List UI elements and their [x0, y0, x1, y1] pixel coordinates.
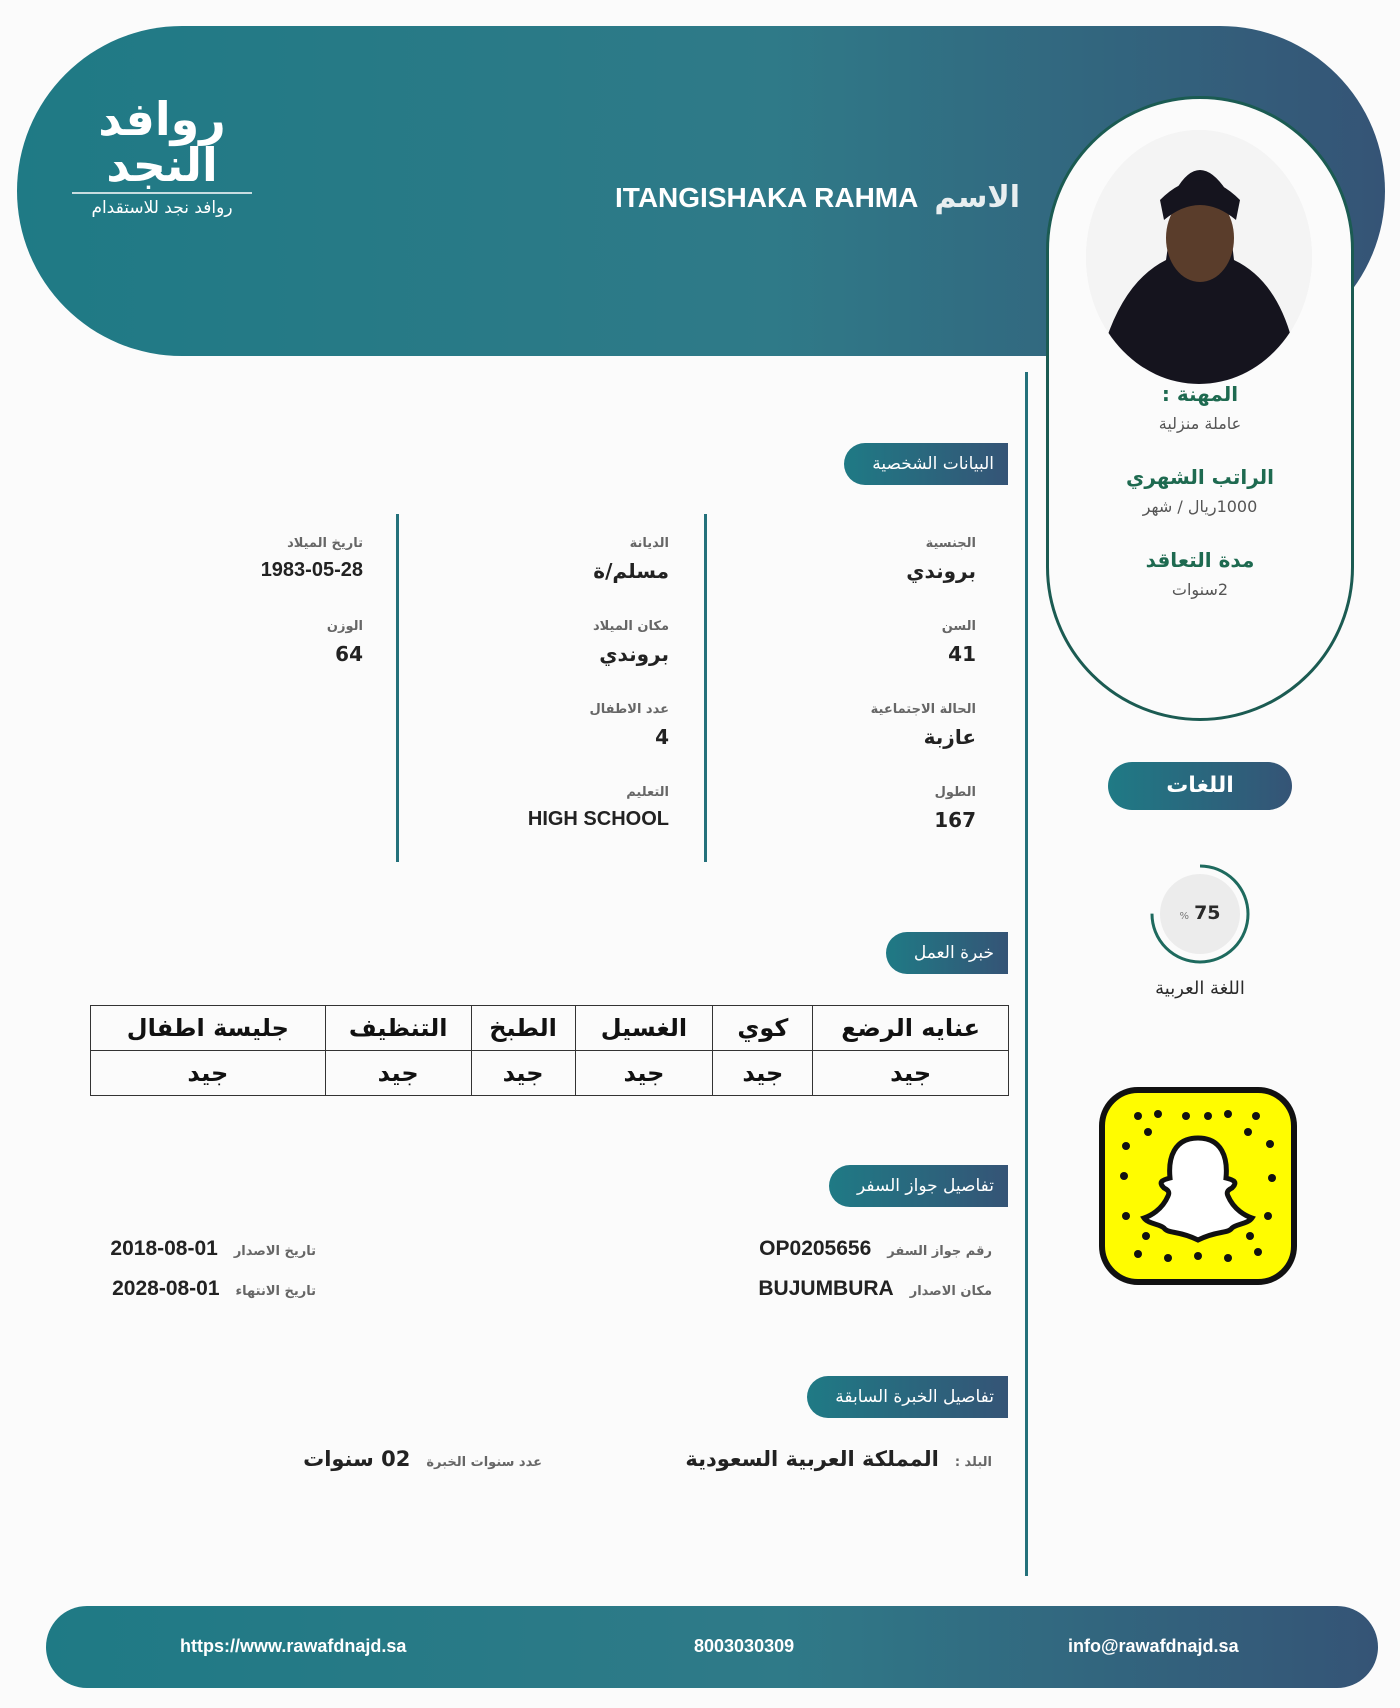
occupation-title: المهنة :: [1161, 382, 1239, 406]
passport-issue-date: 2018-08-01: [110, 1237, 218, 1260]
timeline-line: [1025, 372, 1028, 1576]
candidate-name: ITANGISHAKA RAHMA: [615, 182, 919, 213]
person-photo-icon: [1086, 130, 1312, 384]
section-experience: خبرة العمل: [886, 932, 1008, 974]
contract-title: مدة التعاقد: [1145, 548, 1255, 572]
skill-header: جليسة اطفال: [91, 1006, 326, 1051]
label: عدد سنوات الخبرة: [426, 1455, 542, 1470]
footer-phone[interactable]: 8003030309: [694, 1636, 795, 1656]
salary-value: 1000ريال / شهر: [1142, 497, 1258, 516]
snapcode-icon[interactable]: [1098, 1086, 1298, 1286]
field-religion: [469, 536, 669, 583]
passport-issue-row: [110, 1237, 316, 1261]
passport-expiry-date: 2028-08-01: [112, 1277, 220, 1300]
label: الديانة: [629, 536, 669, 551]
label: التعليم: [626, 785, 669, 800]
passport-number: OP0205656: [759, 1237, 872, 1260]
logo-mark: روافد النجد: [72, 96, 252, 194]
skill-rating: جيد: [575, 1051, 713, 1096]
salary-title: الراتب الشهري: [1126, 465, 1274, 489]
table-row: [91, 1051, 1009, 1096]
passport-number-row: [759, 1237, 992, 1261]
passport-expiry-row: [112, 1277, 316, 1301]
label: تاريخ الانتهاء: [235, 1284, 316, 1299]
footer-email-link[interactable]: info@rawafdnajd.sa: [1068, 1636, 1239, 1656]
contract-value: 2سنوات: [1171, 580, 1229, 599]
label: تاريخ الاصدار: [233, 1244, 316, 1259]
skill-header: التنظيف: [325, 1006, 471, 1051]
skill-rating: جيد: [713, 1051, 813, 1096]
value: بروندي: [906, 559, 976, 583]
section-passport: تفاصيل جواز السفر: [829, 1165, 1008, 1207]
value: 4: [655, 725, 669, 749]
skill-header: الطبخ: [471, 1006, 575, 1051]
occupation-value: عاملة منزلية: [1158, 414, 1242, 433]
field-marital-status: [776, 702, 976, 749]
label: عدد الاطفال: [589, 702, 669, 717]
salary-block: [1050, 465, 1350, 516]
field-height: [776, 785, 976, 832]
skill-header: عنايه الرضع: [813, 1006, 1009, 1051]
field-nationality: [776, 536, 976, 583]
name-label: الاسم: [934, 180, 1020, 215]
table-row: [91, 1006, 1009, 1051]
label: الطول: [934, 785, 976, 800]
language-name: اللغة العربية: [1155, 978, 1245, 999]
passport-place: BUJUMBURA: [758, 1277, 894, 1300]
languages-title: اللغات: [1108, 762, 1292, 810]
label: تاريخ الميلاد: [287, 536, 363, 551]
percent-sign: %: [1179, 911, 1189, 922]
section-previous-experience: تفاصيل الخبرة السابقة: [807, 1376, 1008, 1418]
logo-subtitle: روافد نجد للاستقدام: [91, 198, 233, 218]
language-percent: 75: [1194, 902, 1221, 924]
value: HIGH SCHOOL: [527, 808, 669, 830]
column-divider: [704, 514, 707, 862]
contract-block: [1050, 548, 1350, 599]
value: بروندي: [599, 642, 669, 666]
passport-place-row: [758, 1277, 992, 1301]
value: 1983-05-28: [260, 559, 363, 581]
previous-years-row: [303, 1447, 542, 1471]
value: عازبة: [923, 725, 976, 749]
section-personal: البيانات الشخصية: [844, 443, 1008, 485]
skills-table: [90, 1005, 1009, 1096]
label: مكان الاصدار: [909, 1284, 992, 1299]
footer-website-link[interactable]: https://www.rawafdnajd.sa: [180, 1636, 407, 1656]
column-divider: [396, 514, 399, 862]
field-weight: [163, 619, 363, 666]
skill-header: الغسيل: [575, 1006, 713, 1051]
occupation-block: [1050, 382, 1350, 433]
label: السن: [941, 619, 976, 634]
value: 41: [948, 642, 976, 666]
label: الوزن: [326, 619, 363, 634]
label: مكان الميلاد: [592, 619, 669, 634]
skill-header: كوي: [713, 1006, 813, 1051]
skill-rating: جيد: [325, 1051, 471, 1096]
field-birthplace: [469, 619, 669, 666]
candidate-photo: [1086, 130, 1312, 384]
label: الحالة الاجتماعية: [870, 702, 976, 717]
skill-rating: جيد: [91, 1051, 326, 1096]
candidate-name-row: [615, 180, 1020, 215]
skill-rating: جيد: [471, 1051, 575, 1096]
value: 64: [335, 642, 363, 666]
company-logo: [72, 92, 252, 218]
value: 167: [934, 808, 976, 832]
label: البلد :: [954, 1455, 992, 1470]
label: الجنسية: [925, 536, 976, 551]
field-age: [776, 619, 976, 666]
label: رقم جواز السفر: [887, 1244, 992, 1259]
field-children: [469, 702, 669, 749]
previous-years: 02 سنوات: [303, 1447, 411, 1471]
previous-country: المملكة العربية السعودية: [685, 1447, 939, 1471]
previous-country-row: [685, 1447, 992, 1471]
field-education: [469, 785, 669, 831]
field-birthdate: [163, 536, 363, 582]
language-gauge: [1148, 862, 1252, 966]
value: مسلم/ة: [593, 559, 669, 583]
skill-rating: جيد: [813, 1051, 1009, 1096]
